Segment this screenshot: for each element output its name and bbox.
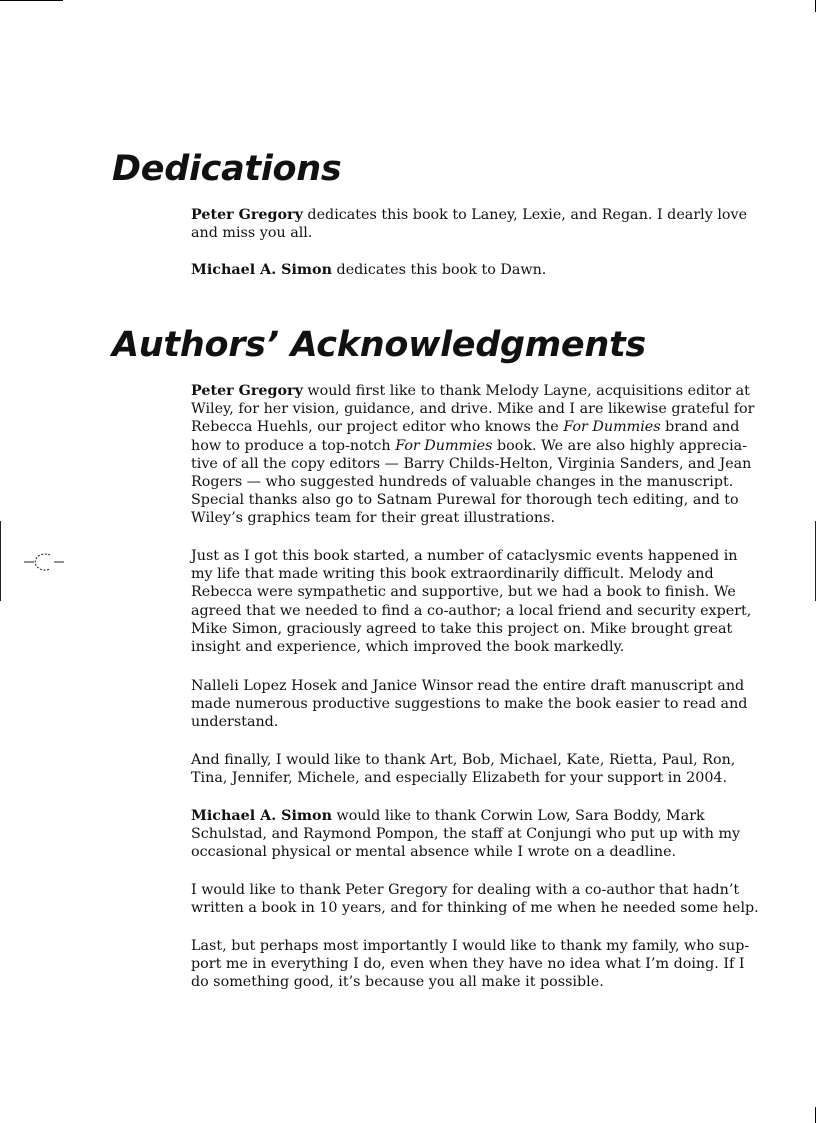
text-line: tive of all the copy editors — Barry Childs-Helton, Virginia Sanders, and Jean [191, 455, 752, 472]
ack-paragraph-5 [191, 807, 741, 862]
text-line: do something good, it’s because you all make it possible. [191, 974, 604, 991]
dedications-heading: Dedications [112, 149, 342, 189]
text-line: Schulstad, and Raymond Pompon, the staff at Conjungi who put up with my [191, 826, 741, 843]
paragraph [191, 547, 752, 656]
text-line: port me in everything I do, even when they have no idea what I’m doing. If I [191, 956, 745, 973]
text-line: insight and experience, which improved the book markedly. [191, 639, 625, 656]
paragraph [191, 751, 736, 787]
author-name: Peter Gregory [191, 383, 303, 399]
text-line: And finally, I would like to thank Art, Bob, Michael, Kate, Rietta, Paul, Ron, [191, 752, 736, 768]
text-line: Tina, Jennifer, Michele, and especially Elizabeth for your support in 2004. [191, 770, 728, 787]
text-line [191, 206, 748, 224]
text-line: my life that made writing this book extraordinarily difficult. Melody and [191, 566, 714, 583]
book-brand: For Dummies [563, 419, 661, 436]
author-name: Peter Gregory [191, 207, 303, 223]
dedication-peter [191, 206, 748, 242]
paragraph [191, 807, 741, 862]
text-line [191, 261, 716, 279]
text-line: Wiley’s graphics team for their great illustrations. [191, 510, 555, 527]
text-run: would like to thank Corwin Low, Sara Boddy, Mark [332, 808, 705, 824]
text-line: Rogers — who suggested hundreds of valuable changes in the manuscript. [191, 474, 734, 491]
text-line: Wiley, for her vision, guidance, and drive. Mike and I are likewise grateful for [191, 401, 755, 418]
dedication-michael [191, 261, 716, 279]
text-run: book. We are also highly apprecia- [492, 437, 748, 454]
margin-rule-left [0, 521, 1, 601]
registration-mark-icon [24, 550, 64, 574]
text-line: agreed that we needed to find a co-author; a local friend and security expert, [191, 602, 752, 619]
text-line: I would like to thank Peter Gregory for dealing with a co-author that hadn’t [191, 882, 740, 898]
acknowledgments-heading: Authors’ Acknowledgments [112, 325, 646, 365]
text-line: Rebecca were sympathetic and supportive, but we had a book to finish. We [191, 584, 736, 601]
text-line [191, 437, 748, 455]
author-name: Michael A. Simon [191, 808, 332, 824]
text-line: Nalleli Lopez Hosek and Janice Winsor read the entire draft manuscript and [191, 678, 745, 694]
text-line [191, 382, 750, 400]
text-line: written a book in 10 years, and for thinking of me when he needed some help. [191, 900, 759, 917]
text-run: dedicates this book to Laney, Lexie, and Regan. I dearly love [302, 207, 748, 223]
paragraph [191, 937, 750, 992]
ack-paragraph-6 [191, 881, 759, 917]
text-line [191, 418, 740, 436]
text-run: dedicates this book to Dawn. [332, 262, 547, 278]
author-name: Michael A. Simon [191, 262, 332, 278]
text-line: and miss you all. [191, 225, 313, 242]
text-run: how to produce a top-notch [191, 437, 396, 454]
text-line [191, 807, 716, 825]
dedication-paragraph [191, 261, 716, 279]
ack-paragraph-4 [191, 751, 736, 787]
text-line: Just as I got this book started, a number of cataclysmic events happened in [191, 548, 738, 564]
text-line: made numerous productive suggestions to make the book easier to read and [191, 696, 748, 713]
ack-paragraph-3 [191, 677, 748, 732]
ack-paragraph-7 [191, 937, 750, 992]
paragraph [191, 382, 755, 528]
book-brand: For Dummies [395, 437, 493, 454]
text-line: Last, but perhaps most importantly I would like to thank my family, who sup- [191, 938, 750, 954]
ack-paragraph-2 [191, 547, 752, 656]
text-line: Mike Simon, graciously agreed to take this project on. Mike brought great [191, 620, 733, 637]
dedication-paragraph [191, 206, 748, 242]
ack-paragraph-1 [191, 382, 755, 528]
text-line: understand. [191, 714, 279, 731]
paragraph [191, 881, 759, 917]
paragraph [191, 677, 748, 732]
text-run: brand and [660, 419, 740, 436]
text-line: Special thanks also go to Satnam Purewal for thorough tech editing, and to [191, 492, 739, 509]
crop-mark-top [0, 0, 63, 1]
text-run: Rebecca Huehls, our project editor who knows the [191, 419, 564, 436]
text-run: would first like to thank Melody Layne, acquisitions editor at [302, 383, 750, 399]
text-line: occasional physical or mental absence while I wrote on a deadline. [191, 844, 677, 861]
